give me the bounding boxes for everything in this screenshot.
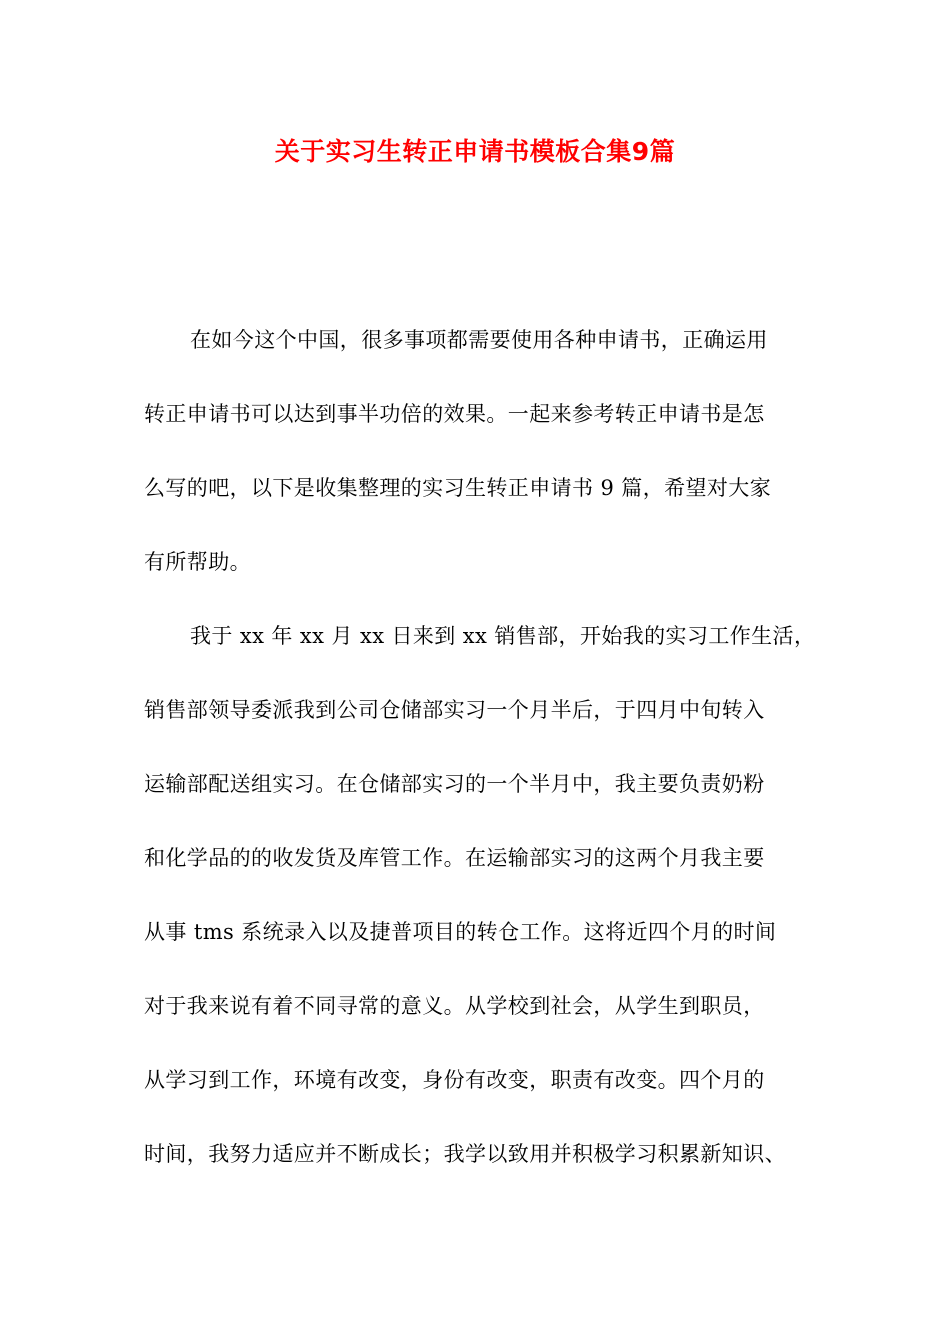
paragraph-experience — [144, 614, 824, 1206]
paragraph-line: 转正申请书可以达到事半功倍的效果。一起来参考转正申请书是怎 — [144, 402, 765, 426]
paragraph-line: 时间，我努力适应并不断成长；我学以致用并积极学习积累新知识、 — [144, 1142, 786, 1166]
paragraph-line: 运输部配送组实习。在仓储部实习的一个半月中，我主要负责奶粉 — [144, 772, 765, 796]
document-body — [144, 318, 824, 1206]
paragraph-line: 有所帮助。 — [144, 550, 251, 574]
paragraph-line: 我于 xx 年 xx 月 xx 日来到 xx 销售部，开始我的实习工作生活， — [190, 624, 816, 648]
paragraph-line: 从事 tms 系统录入以及捷普项目的转仓工作。这将近四个月的时间 — [144, 920, 777, 944]
paragraph-line: 销售部领导委派我到公司仓储部实习一个月半后，于四月中旬转入 — [144, 698, 765, 722]
paragraph-line: 从学习到工作，环境有改变，身份有改变，职责有改变。四个月的 — [144, 1068, 765, 1092]
paragraph-line: 和化学品的的收发货及库管工作。在运输部实习的这两个月我主要 — [144, 846, 765, 870]
document-title: 关于实习生转正申请书模板合集9篇 — [274, 137, 676, 166]
paragraph-line: 对于我来说有着不同寻常的意义。从学校到社会，从学生到职员， — [144, 994, 765, 1018]
paragraph-intro — [144, 318, 824, 614]
paragraph-line: 么写的吧，以下是收集整理的实习生转正申请书 9 篇，希望对大家 — [144, 476, 772, 500]
paragraph-line: 在如今这个中国，很多事项都需要使用各种申请书，正确运用 — [190, 328, 768, 352]
